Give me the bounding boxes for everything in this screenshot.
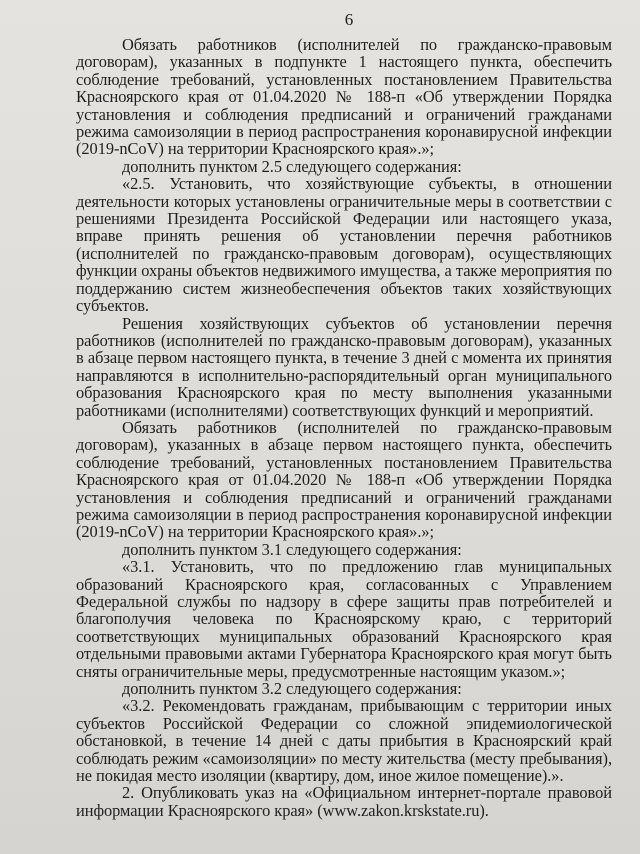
paragraph-amend-3-1: дополнить пунктом 3.1 следующего содержания: (122, 539, 462, 559)
paragraph-clause-2-5: «2.5. Установить, что хозяйствующие субъекты, в отношении деятельности которых установлены ограничительные меры в соответствии с решениями Президента Российской Федерации или настоящего указа, вправе принять решения об установлении перечня работников (исполнителей по гражданско-правовым договорам), осуществляющих функции охраны объектов недвижимого имущества, а также мероприятия по поддержанию систем жизнеобеспечения объектов таких хозяйствующих субъектов. (76, 174, 612, 316)
paragraph-clause-3-1: «3.1. Установить, что по предложению глав муниципальных образований Красноярского края, согласованных с Управлением Федеральной службы по надзору в сфере защиты прав потребителей и благополучия человека по Красноярскому краю, с территорий соответствующих муниципальных образований Красноярского края отдельными правовыми актами Губернатора Красноярского края могут быть сняты ограничительные меры, предусмотренные настоящим указом.»; (76, 557, 612, 681)
paragraph-obligation-1: Обязать работников (исполнителей по гражданско-правовым договорам), указанных в подпункте 1 настоящего пункта, обеспечить соблюдение требований, установленных постановлением Правительства Красноярского края от 01.04.2020 № 188-п «Об утверждении Порядка установления и соблюдения предписаний и ограничений гражданами режима самоизоляции в период распространения коронавирусной инфекции (2019-nCoV) на территории Красноярского края».»; (76, 35, 612, 159)
page-number: 6 (344, 10, 354, 29)
paragraph-clause-3-2: «3.2. Рекомендовать гражданам, прибывающим с территории иных субъектов Российской Федерации со сложной эпидемиологической обстановкой, в течение 14 дней с даты прибытия в Красноярский край соблюдать режим «самоизоляции» по месту жительства (месту пребывания), не покидая место изоляции (квартиру, дом, иное жилое помещение).». (76, 696, 612, 786)
paragraph-amend-3-2: дополнить пунктом 3.2 следующего содержания: (122, 679, 462, 699)
paragraph-decisions: Решения хозяйствующих субъектов об установлении перечня работников (исполнителей по гражданско-правовым договорам), указанных в абзаце первом настоящего пункта, в течение 3 дней с момента их принятия направляются в исполнительно-распорядительный орган муниципального образования Красноярского края по месту выполнения указанными работниками (исполнителями) соответствующих функций и мероприятий. (76, 313, 612, 420)
paragraph-amend-2-5: дополнить пунктом 2.5 следующего содержания: (122, 156, 462, 176)
paragraph-obligation-2: Обязать работников (исполнителей по гражданско-правовым договорам), указанных в абзаце первом настоящего пункта, обеспечить соблюдение требований, установленных постановлением Правительства Красноярского края от 01.04.2020 № 188-п «Об утверждении Порядка установления и соблюдения предписаний и ограничений гражданами режима самоизоляции в период распространения коронавирусной инфекции (2019-nCoV) на территории Красноярского края».»; (76, 417, 612, 542)
paragraph-publish: 2. Опубликовать указ на «Официальном интернет-портале правовой информации Красноярского края» (www.zakon.krskstate.ru). (76, 783, 612, 820)
